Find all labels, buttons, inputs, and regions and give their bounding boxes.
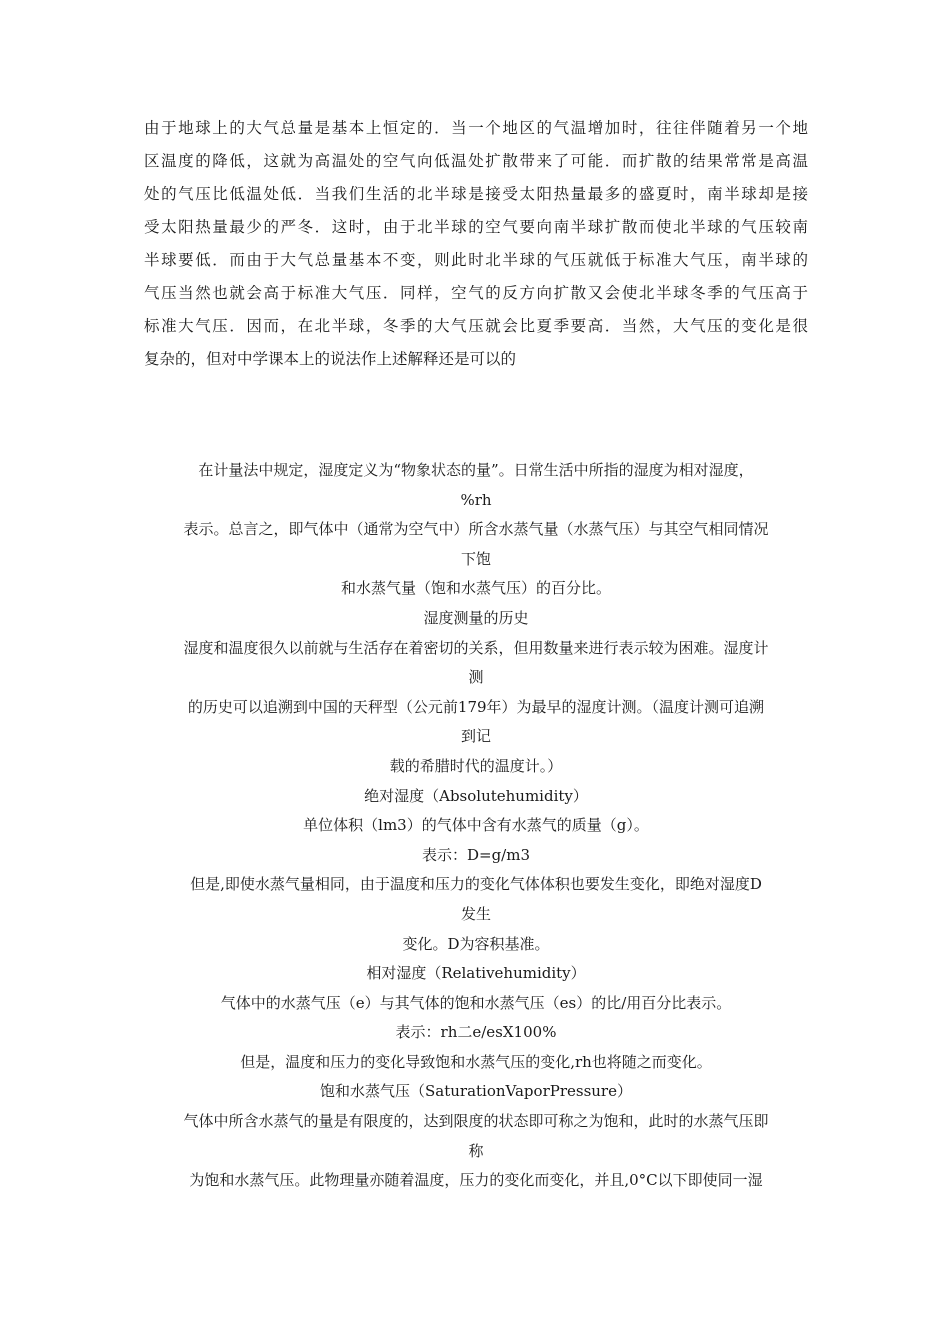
text-line: 变化。D为容积基准。 (402, 934, 550, 953)
heading-humidity-history: 湿度测量的历史 (423, 608, 529, 627)
paragraph-line: 半球要低．而由于大气总量基本不变，则此时北半球的气压就低于标准大气压，南半球的 (144, 251, 808, 269)
formula-relative-humidity: 表示：rh二e/esX100% (395, 1023, 557, 1042)
text-line: 但是，温度和压力的变化导致饱和水蒸气压的变化,rh也将随之而变化。 (240, 1052, 712, 1071)
text-line: 但是,即使水蒸气量相同，由于温度和压力的变化气体体积也要发生变化，即绝对湿度D (190, 875, 762, 894)
text-line: 发生 (460, 904, 491, 923)
text-line: 气体中所含水蒸气的量是有限度的，达到限度的状态即可称之为饱和，此时的水蒸气压即 (183, 1112, 769, 1131)
heading-relative-humidity: 相对湿度（Relativehumidity） (366, 964, 586, 983)
text-line: 下饱 (460, 549, 491, 568)
text-line: 测 (468, 668, 484, 687)
heading-absolute-humidity: 绝对湿度（Absolutehumidity） (364, 786, 588, 805)
text-line: 在计量法中规定，湿度定义为“物象状态的量”。日常生活中所指的湿度为相对湿度， (198, 461, 754, 479)
text-line: 单位体积（lm3）的气体中含有水蒸气的质量（g）。 (303, 816, 649, 835)
text-line: 到记 (460, 727, 491, 746)
text-line: %rh (460, 490, 492, 509)
paragraph-line: 受太阳热量最少的严冬．这时，由于北半球的空气要向南半球扩散而使北半球的气压较南 (144, 218, 808, 236)
paragraph-line: 处的气压比低温处低．当我们生活的北半球是接受太阳热量最多的盛夏时，南半球却是接 (144, 185, 808, 203)
humidity-section (134, 456, 818, 1196)
paragraph-line: 区温度的降低，这就为高温处的空气向低温处扩散带来了可能．而扩散的结果常常是高温 (144, 152, 808, 170)
text-line: 为饱和水蒸气压。此物理量亦随着温度，压力的变化而变化，并且,0°C以下即使同一湿 (189, 1171, 763, 1190)
text-line: 气体中的水蒸气压（e）与其气体的饱和水蒸气压（es）的比/用百分比表示。 (220, 993, 732, 1012)
text-line: 载的希腊时代的温度计。） (389, 756, 563, 775)
text-line: 表示。总言之，即气体中（通常为空气中）所含水蒸气量（水蒸气压）与其空气相同情况 (183, 520, 769, 539)
text-line: 湿度和温度很久以前就与生活存在着密切的关系，但用数量来进行表示较为困难。湿度计 (183, 638, 769, 657)
formula-absolute-humidity: 表示：D=g/m3 (421, 845, 531, 864)
paragraph-line: 由于地球上的大气总量是基本上恒定的．当一个地区的气温增加时，往往伴随着另一个地 (144, 119, 808, 137)
heading-saturation-vapor-pressure: 饱和水蒸气压（SaturationVaporPressure） (320, 1082, 632, 1101)
text-line: 和水蒸气量（饱和水蒸气压）的百分比。 (340, 579, 611, 598)
paragraph-line: 气压当然也就会高于标准大气压．同样，空气的反方向扩散又会使北半球冬季的气压高于 (144, 284, 808, 302)
text-line: 的历史可以追溯到中国的天秤型（公元前179年）为最早的湿度计测。（温度计测可追溯 (187, 697, 765, 716)
paragraph-atmospheric-pressure (144, 112, 808, 376)
paragraph-line: 复杂的，但对中学课本上的说法作上述解释还是可以的 (144, 350, 517, 368)
text-line: 称 (468, 1141, 484, 1160)
paragraph-line: 标准大气压．因而，在北半球，冬季的大气压就会比夏季要高．当然，大气压的变化是很 (144, 317, 808, 335)
